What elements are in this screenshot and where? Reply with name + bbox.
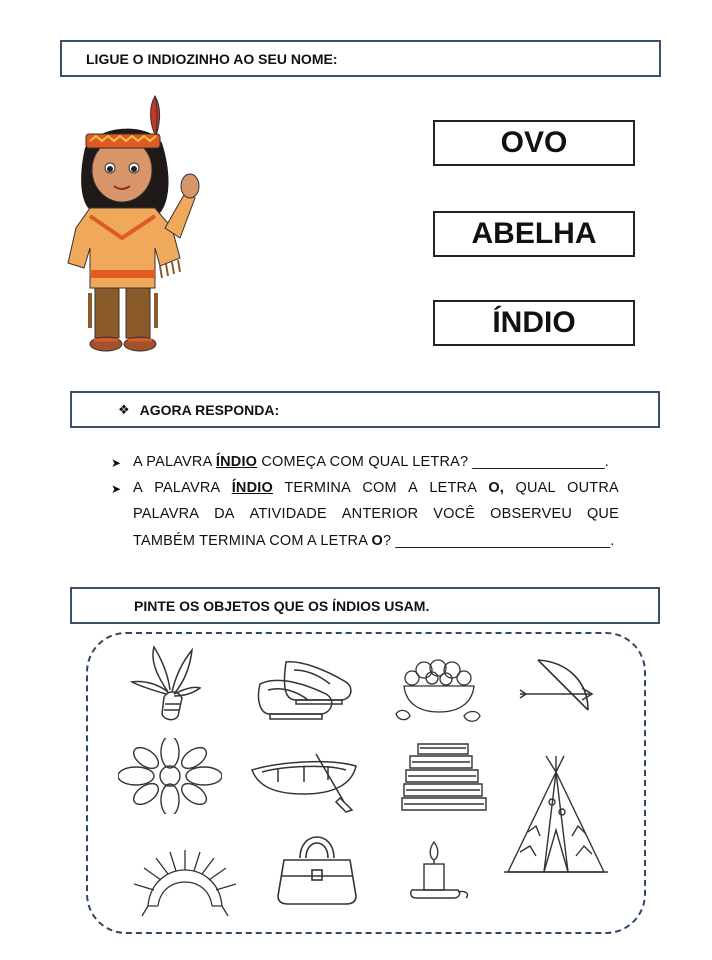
word: DA: [214, 506, 235, 522]
word: A: [133, 480, 143, 496]
headdress-icon[interactable]: [128, 846, 242, 920]
word: LETRA: [429, 480, 478, 496]
word: O,: [488, 480, 505, 496]
section-title-paint: PINTE OS OBJETOS QUE OS ÍNDIOS USAM.: [134, 597, 430, 614]
question-1: [133, 454, 609, 470]
section-header-paint: [70, 587, 660, 624]
keyword: O: [371, 533, 384, 549]
bow-arrow-icon[interactable]: [516, 652, 596, 734]
word: ANTERIOR: [341, 506, 419, 522]
shoes-icon[interactable]: [256, 656, 356, 724]
word: TERMINA: [284, 480, 351, 496]
word-box-ovo[interactable]: [433, 120, 635, 166]
tipi-icon[interactable]: [500, 752, 610, 880]
arrow-bullet-icon: ➤: [111, 482, 122, 496]
diamond-bullet-icon: ❖: [118, 401, 130, 417]
question-text: COMEÇA COM QUAL LETRA? ________________.: [257, 454, 609, 470]
keyword: ÍNDIO: [231, 480, 273, 496]
handbag-icon[interactable]: [274, 826, 360, 908]
word: PALAVRA: [133, 506, 200, 522]
question-text: ? __________________________.: [383, 533, 615, 549]
word: OUTRA: [567, 480, 619, 496]
question-text: TAMBÉM TERMINA COM A LETRA: [133, 533, 372, 549]
question-text: A PALAVRA: [133, 454, 216, 470]
word: COM: [362, 480, 397, 496]
question-2-line-2: [133, 506, 619, 522]
question-2-line-3: [133, 533, 615, 549]
word-label: OVO: [500, 126, 568, 159]
books-icon[interactable]: [398, 740, 490, 814]
flower-icon[interactable]: [118, 738, 222, 814]
word: ATIVIDADE: [249, 506, 327, 522]
boat-icon[interactable]: [248, 748, 362, 814]
feathers-icon[interactable]: [128, 642, 203, 724]
popcorn-icon[interactable]: [392, 654, 486, 726]
section-title-answer: AGORA RESPONDA:: [139, 401, 280, 418]
word: A: [408, 480, 418, 496]
section-title-match: LIGUE O INDIOZINHO AO SEU NOME:: [86, 50, 338, 67]
candle-icon[interactable]: [408, 836, 476, 902]
arrow-bullet-icon: ➤: [111, 456, 122, 470]
word: QUAL: [515, 480, 556, 496]
word-box-indio[interactable]: [433, 300, 635, 346]
word-box-abelha[interactable]: [433, 211, 635, 257]
section-header-match: [60, 40, 661, 77]
word: VOCÊ: [433, 506, 476, 522]
word-label: ABELHA: [471, 217, 597, 250]
section-header-answer: [70, 391, 660, 428]
word: QUE: [586, 506, 619, 522]
word: OBSERVEU: [490, 506, 573, 522]
word-label: ÍNDIO: [492, 306, 576, 339]
indian-boy-illustration: [60, 88, 210, 358]
question-2-line-1: [133, 480, 619, 496]
word: PALAVRA: [154, 480, 221, 496]
keyword: ÍNDIO: [215, 454, 258, 470]
